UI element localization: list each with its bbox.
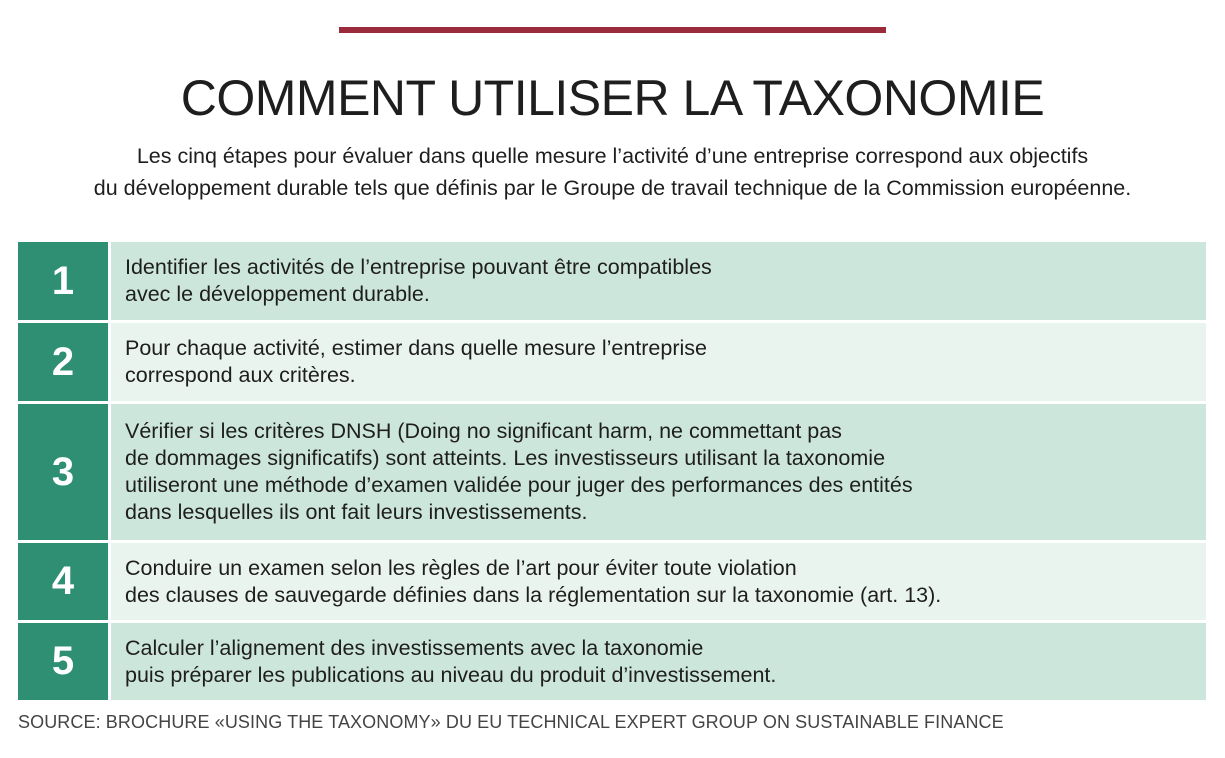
step-number-5: 5 [18,623,108,700]
step-text-3 [111,404,1206,540]
step-row-2 [18,323,1206,401]
step-number-3: 3 [18,404,108,540]
step-row-4 [18,543,1206,620]
step-2-line-2: correspond aux critères. [125,363,356,387]
subtitle-line-1: Les cinq étapes pour évaluer dans quelle mesure l’activité d’une entreprise correspond aux objectifs [136,144,1089,168]
step-3-line-3: utiliseront une méthode d’examen validée pour juger des performances des entités [125,473,913,497]
source-credit: SOURCE: BROCHURE «USING THE TAXONOMY» DU EU TECHNICAL EXPERT GROUP ON SUSTAINABLE FINANCE [18,712,1004,732]
step-text-1 [111,242,1206,320]
step-5-line-2: puis préparer les publications au niveau du produit d’investissement. [125,662,777,687]
top-accent-rule [339,27,886,33]
step-text-2 [111,323,1206,401]
step-row-1 [18,242,1206,320]
subtitle [0,140,1225,204]
step-3-line-2: de dommages significatifs) sont atteints. Les investisseurs utilisant la taxonomie [125,446,886,470]
step-text-5 [111,623,1206,700]
step-1-line-1: Identifier les activités de l’entreprise pouvant être compatibles [125,255,712,279]
step-4-line-1: Conduire un examen selon les règles de l’art pour éviter toute violation [125,555,797,580]
step-2-line-1: Pour chaque activité, estimer dans quelle mesure l’entreprise [125,336,707,360]
step-row-3 [18,404,1206,540]
step-3-line-4: dans lesquelles ils ont fait leurs investissements. [125,500,588,524]
step-number-4: 4 [18,543,108,620]
step-number-2: 2 [18,323,108,401]
page-title: COMMENT UTILISER LA TAXONOMIE [180,70,1045,126]
step-text-4 [111,543,1206,620]
step-number-1: 1 [18,242,108,320]
step-4-line-2: des clauses de sauvegarde définies dans la réglementation sur la taxonomie (art. 13). [125,582,942,607]
step-1-line-2: avec le développement durable. [125,282,430,306]
step-row-5 [18,623,1206,700]
step-5-line-1: Calculer l’alignement des investissements avec la taxonomie [125,635,704,660]
subtitle-line-2: du développement durable tels que définis par le Groupe de travail technique de la Commission européenne. [93,176,1132,200]
step-3-line-1: Vérifier si les critères DNSH (Doing no significant harm, ne commettant pas [125,419,842,443]
steps-table [18,242,1206,703]
